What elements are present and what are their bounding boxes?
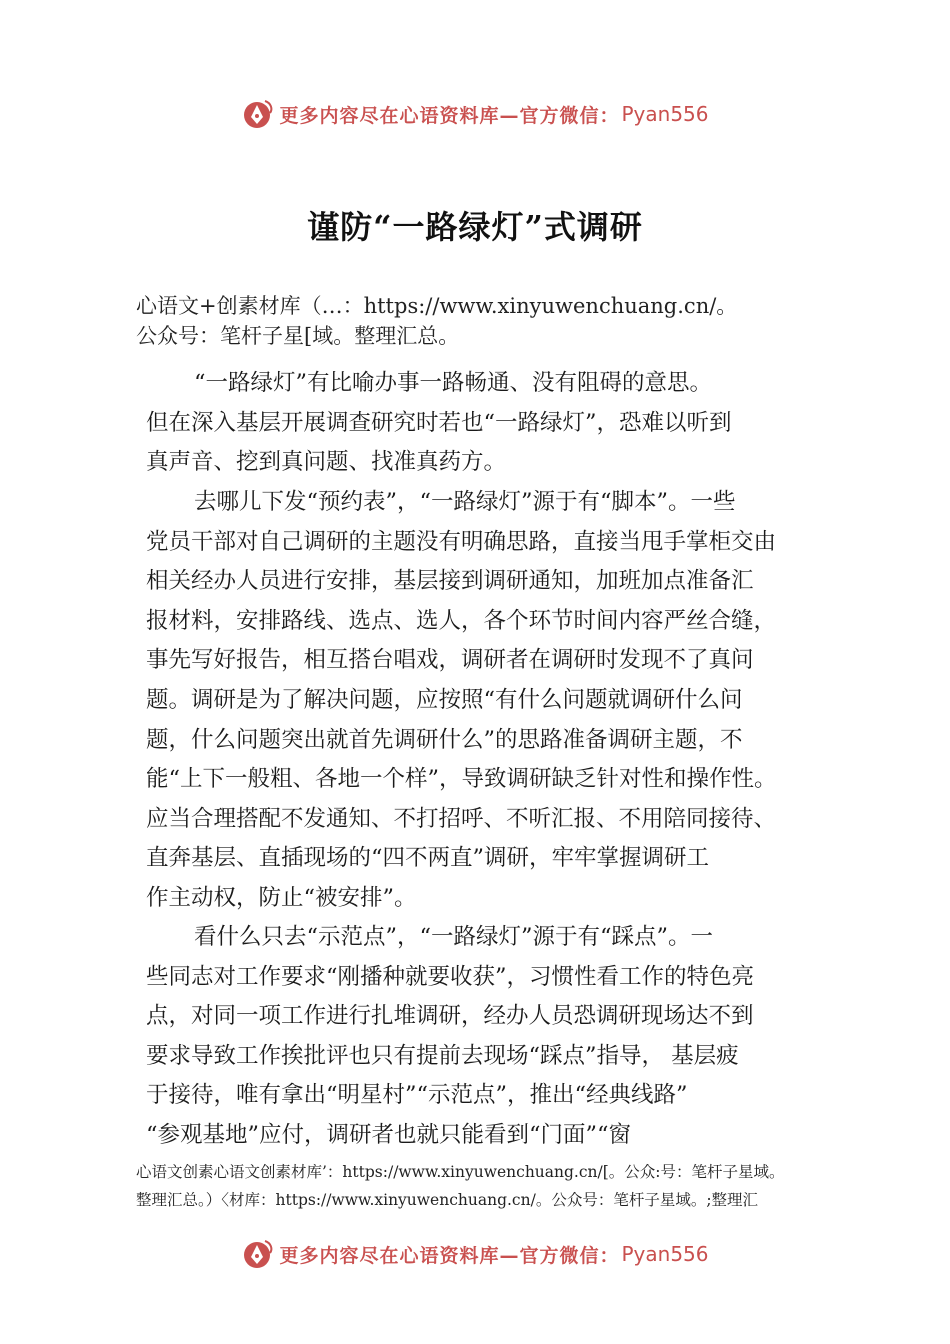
- paragraph-2: [146, 483, 836, 919]
- paragraph-line: “一路绿灯”有比喻办事一路畅通、没有阻碍的意思。: [194, 370, 713, 396]
- footer-banner: [0, 1234, 950, 1274]
- paragraph-line: 去哪儿下发“预约表”，“一路绿灯”源于有“脚本”。一些: [194, 489, 736, 515]
- paragraph-line: 点，对同一项工作进行扎堆调研，经办人员恐调研现场达不到: [146, 1003, 754, 1030]
- paragraph-line: 要求导致工作挨批评也只有提前去现场“踩点”指导， 基层疲: [146, 1042, 739, 1069]
- paragraph-1: [146, 364, 836, 483]
- pen-nib-logo-icon: [241, 1237, 275, 1271]
- paragraph-line: 直奔基层、直插现场的“四不两直”调研，牢牢掌握调研工: [146, 845, 710, 872]
- paragraph-line: 报材料，安排路线、选点、选人，各个环节时间内容严丝合缝，: [146, 607, 777, 634]
- banner-text: 更多内容尽在心语资料库—官方微信：: [279, 104, 620, 127]
- footer-source-line-2: 整理汇总。）〈材库：https://www.xinyuwenchuang.cn/。公众号：笔杆子星域。;整理汇: [136, 1191, 759, 1209]
- paragraph-line: 真声音、挖到真问题、找准真药方。: [146, 449, 507, 476]
- paragraph-line: “参观基地”应付，调研者也就只能看到“门面”“窗: [146, 1121, 632, 1148]
- banner-text: 更多内容尽在心语资料库—官方微信：: [279, 1244, 620, 1267]
- paragraph-line: 党员干部对自己调研的主题没有明确思路，直接当甩手掌柜交由: [146, 528, 777, 555]
- paragraph-line: 相关经办人员进行安排，基层接到调研通知，加班加点准备汇: [146, 568, 754, 595]
- paragraph-line: 题，什么问题突出就首先调研什么”的思路准备调研主题，不: [146, 726, 743, 753]
- source-line-1: 心语文+创素材库（…：https://www.xinyuwenchuang.cn/。: [136, 294, 738, 318]
- wechat-id: Pyan556: [621, 1242, 709, 1266]
- source-line-2: 公众号：笔杆子星[域。整理汇总。: [136, 324, 460, 348]
- pen-nib-logo-icon: [241, 97, 275, 131]
- footer-source-line-1: 心语文创素心语文创素材库’：https://www.xinyuwenchuang.cn/[。公众:号：笔杆子星域。: [136, 1163, 785, 1181]
- paragraph-line: 事先写好报告，相互搭台唱戏，调研者在调研时发现不了真问: [146, 647, 754, 674]
- paragraph-line: 作主动权，防止“被安排”。: [146, 884, 417, 911]
- header-banner: [0, 94, 950, 134]
- paragraph-line: 些同志对工作要求“刚播种就要收获”，习惯性看工作的特色亮: [146, 963, 755, 990]
- paragraph-line: 能“上下一般粗、各地一个样”，导致调研缺乏针对性和操作性。: [146, 766, 777, 793]
- paragraph-line: 看什么只去“示范点”，“一路绿灯”源于有“踩点”。一: [194, 924, 714, 950]
- paragraph-line: 应当合理搭配不发通知、不打招呼、不听汇报、不用陪同接待、: [146, 805, 777, 832]
- paragraph-line: 题。调研是为了解决问题，应按照“有什么问题就调研什么问: [146, 686, 743, 713]
- paragraph-line: 于接待，唯有拿出“明星村”“示范点”，推出“经典线路”: [146, 1082, 688, 1109]
- paragraph-3: [146, 918, 836, 1156]
- wechat-id: Pyan556: [621, 102, 709, 126]
- page-title: 谨防“一路绿灯”式调研: [307, 208, 643, 246]
- paragraph-line: 但在深入基层开展调查研究时若也“一路绿灯”，恐难以听到: [146, 409, 732, 436]
